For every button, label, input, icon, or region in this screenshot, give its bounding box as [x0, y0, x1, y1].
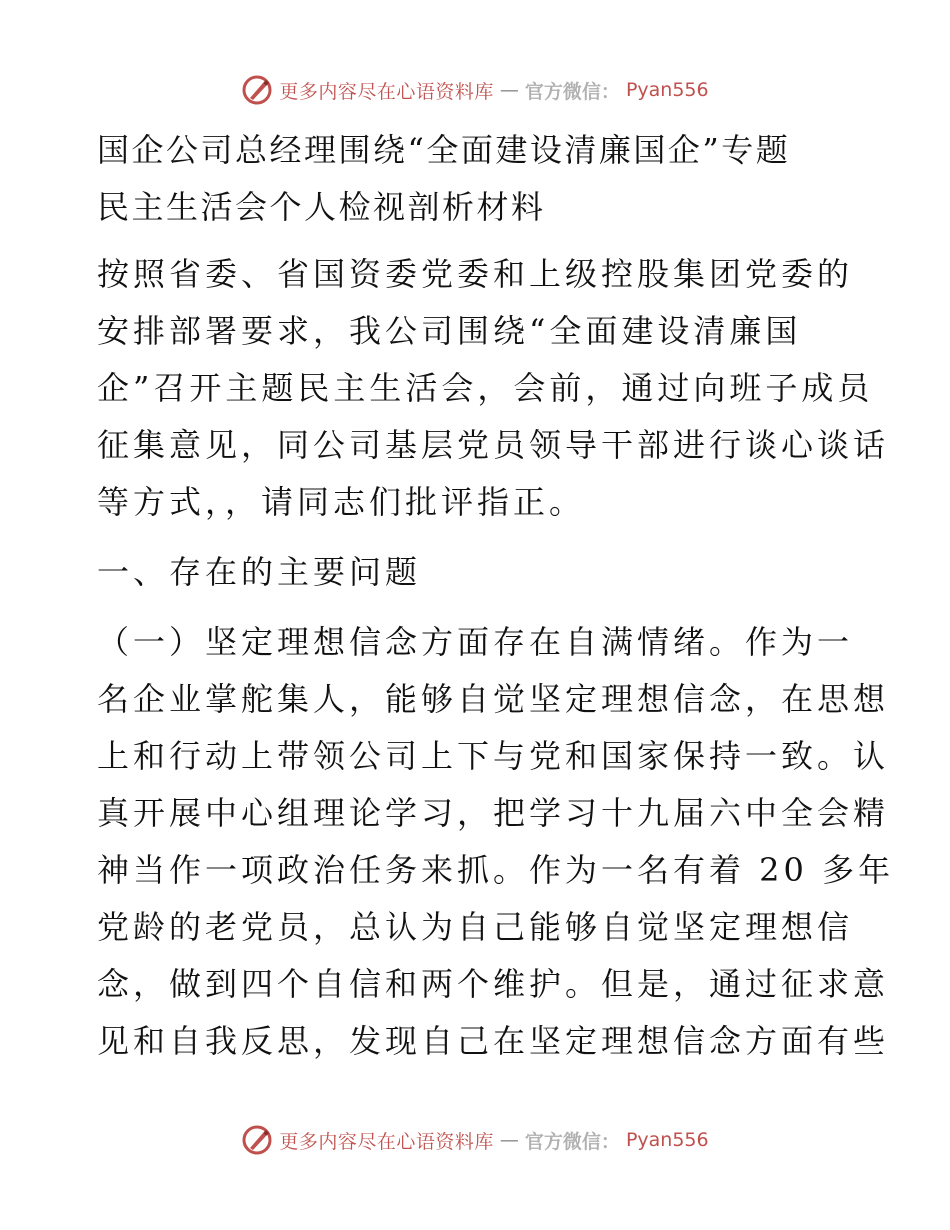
title-line-1: 国企公司总经理围绕“全面建设清廉国企”专题: [97, 131, 791, 169]
watermark-wechat-id: Pyan556: [625, 1129, 709, 1151]
intro-paragraph: [97, 246, 890, 531]
watermark-main-text: 更多内容尽在心语资料库: [279, 80, 494, 103]
pen-logo-icon: [241, 1124, 273, 1156]
para1-line-5: 神当作一项政治任务来抓。作为一名有着 20 多年: [97, 851, 895, 889]
watermark-official-label: 官方微信：: [524, 80, 620, 103]
footer-watermark: [0, 1120, 950, 1160]
para1-line-4: 真开展中心组理论学习，把学习十九届六中全会精: [97, 794, 890, 832]
para1-line-8: 见和自我反思，发现自己在坚定理想信念方面有些: [97, 1022, 890, 1060]
header-watermark: [0, 70, 950, 110]
intro-line-3: 企”召开主题民主生活会，会前，通过向班子成员: [97, 369, 874, 407]
title-line-2: 民主生活会个人检视剖析材料: [97, 188, 546, 226]
para1-line-1: （一）坚定理想信念方面存在自满情绪。作为一: [97, 623, 854, 661]
para1-line-7: 念，做到四个自信和两个维护。但是，通过征求意: [97, 965, 890, 1003]
pen-logo-icon: [241, 74, 273, 106]
document-body: [97, 122, 895, 1070]
document-title: [97, 122, 857, 236]
intro-line-5: 等方式，，请同志们批评指正。: [97, 483, 586, 521]
watermark-official-label: 官方微信：: [524, 1130, 620, 1153]
watermark-wechat-id: Pyan556: [625, 79, 709, 101]
para1-line-6: 党龄的老党员，总认为自己能够自觉坚定理想信: [97, 908, 854, 946]
watermark-main-text: 更多内容尽在心语资料库: [279, 1130, 494, 1153]
para1-line-2: 名企业掌舵集人，能够自觉坚定理想信念，在思想: [97, 680, 890, 718]
para1-line-3: 上和行动上带领公司上下与党和国家保持一致。认: [97, 737, 890, 775]
intro-line-4: 征集意见，同公司基层党员领导干部进行谈心谈话: [97, 426, 890, 464]
intro-line-1: 按照省委、省国资委党委和上级控股集团党委的: [97, 255, 854, 293]
section-heading-1: 一、存在的主要问题: [97, 553, 422, 591]
watermark-separator: —: [499, 79, 519, 101]
problem-paragraph-1: [97, 614, 895, 1070]
watermark-separator: —: [499, 1129, 519, 1151]
intro-line-2: 安排部署要求，我公司围绕“全面建设清廉国: [97, 312, 802, 350]
